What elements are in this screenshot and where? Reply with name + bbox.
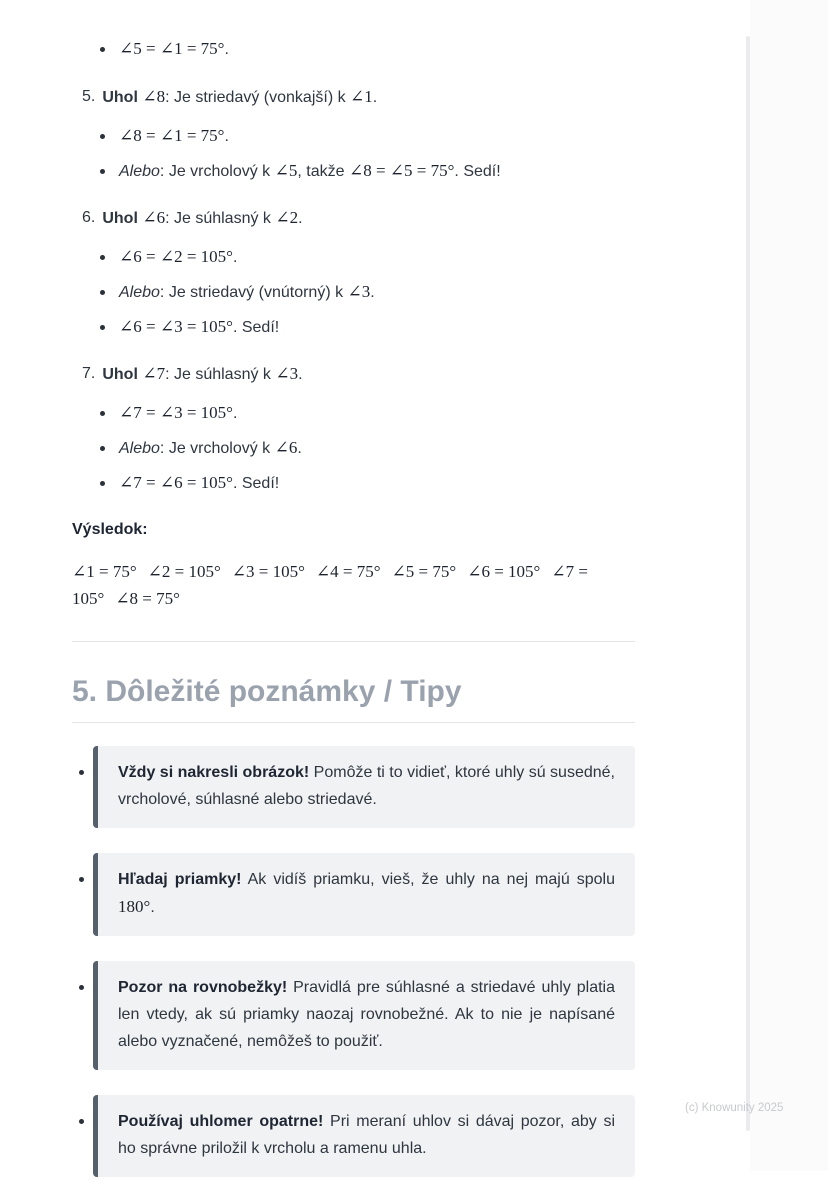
tip-item — [72, 853, 635, 936]
text-segment: ∠7 = 105° — [72, 562, 588, 608]
list-item-text — [119, 470, 279, 497]
text-segment: ∠8 = ∠1 = 75° — [119, 126, 225, 145]
text-segment: . — [224, 41, 229, 58]
result-label: Výsledok: — [72, 521, 148, 538]
result-line — [72, 559, 635, 613]
text-segment: ∠6 = 105° — [467, 562, 541, 581]
text-segment: ∠2 = 105° — [147, 562, 221, 581]
text-segment: . Sedí! — [232, 475, 280, 492]
text-segment: ∠6 = ∠3 = 105° — [119, 317, 233, 336]
text-segment: Alebo — [119, 284, 160, 301]
step-sublist — [72, 244, 635, 341]
text-segment: Pri meraní uhlov si dávaj pozor, aby si ho správne priložil k vrcholu a ramenu uhla. — [118, 1113, 616, 1157]
text-segment: : Je striedavý (vonkajší) k — [165, 89, 351, 106]
text-segment: . — [298, 210, 303, 227]
continuation-bullet-list — [72, 36, 635, 63]
text-segment: Alebo — [119, 163, 160, 180]
bullet-icon — [79, 770, 84, 775]
bullet-icon — [79, 1119, 84, 1124]
list-item-text — [119, 400, 237, 427]
bullet-icon — [100, 255, 105, 260]
text-segment: . — [232, 405, 238, 422]
text-segment: . — [232, 249, 238, 266]
tip-item — [72, 1095, 635, 1177]
list-item — [100, 158, 635, 185]
section-heading: 5. Dôležité poznámky / Tipy — [72, 675, 462, 708]
tip-lead: Hľadaj priamky! — [118, 871, 242, 888]
text-segment: ∠8 — [142, 87, 166, 106]
text-segment: Uhol — [102, 366, 143, 383]
tip-lead: Vždy si nakresli obrázok! — [118, 764, 310, 781]
text-segment: Uhol — [102, 89, 143, 106]
text-segment: Pravidlá pre súhlasné a striedavé uhly platia len vtedy, ak sú priamky naozaj rovnobežné. Ak to nie je napísané alebo vyznačené, nemôžeš to použiť. — [118, 979, 616, 1050]
step-sublist — [72, 123, 635, 185]
step-title — [72, 361, 635, 388]
tip-lead: Pozor na rovnobežky! — [118, 979, 288, 996]
step-title-text — [102, 205, 302, 232]
bullet-icon — [100, 411, 105, 416]
text-segment: Pomôže ti to vidieť, ktoré uhly sú susedné, vrcholové, súhlasné alebo striedavé. — [118, 764, 615, 808]
divider — [72, 641, 635, 642]
list-item-text — [119, 158, 501, 185]
list-item — [100, 435, 635, 462]
text-segment: Alebo — [119, 440, 160, 457]
bullet-icon — [79, 985, 84, 990]
text-segment: . — [224, 128, 229, 145]
step-sublist — [72, 400, 635, 497]
text-segment: . — [150, 899, 155, 916]
list-item — [100, 244, 635, 271]
text-segment: ∠6 — [274, 438, 298, 457]
step-number: 7. — [82, 365, 96, 382]
tip-callout — [93, 961, 635, 1070]
text-segment: ∠2 — [275, 208, 299, 227]
text-segment: . Sedí! — [232, 319, 280, 336]
text-segment: ∠6 = ∠2 = 105° — [119, 247, 233, 266]
step-title-text — [102, 84, 377, 111]
tips-list — [72, 746, 635, 1177]
divider — [72, 722, 635, 723]
text-segment: : Je striedavý (vnútorný) k — [159, 284, 348, 301]
text-segment: ∠5 — [274, 161, 298, 180]
text-segment: ∠3 = 105° — [231, 562, 305, 581]
text-segment: . — [298, 366, 303, 383]
step-title — [72, 84, 635, 111]
text-segment: : Je vrcholový k — [159, 440, 275, 457]
text-segment: , takže — [297, 163, 349, 180]
step-title — [72, 205, 635, 232]
list-item-text — [119, 36, 229, 63]
text-segment: Uhol — [102, 210, 143, 227]
list-item-text — [119, 123, 229, 150]
list-item — [100, 36, 635, 63]
step-title-text — [102, 361, 302, 388]
text-segment: ∠7 — [142, 364, 166, 383]
list-item-text — [119, 435, 302, 462]
list-item — [100, 470, 635, 497]
text-segment: ∠7 = ∠6 = 105° — [119, 473, 233, 492]
text-segment: ∠4 = 75° — [315, 562, 381, 581]
text-segment: ∠5 = ∠1 = 75° — [119, 39, 225, 58]
step-item-7 — [72, 361, 635, 497]
text-segment: ∠8 = ∠5 = 75° — [348, 161, 455, 180]
step-number: 6. — [82, 209, 96, 226]
bullet-icon — [100, 481, 105, 486]
text-segment: ∠7 = ∠3 = 105° — [119, 403, 233, 422]
list-item — [100, 279, 635, 306]
tip-callout — [93, 1095, 635, 1177]
text-segment: : Je súhlasný k — [165, 210, 276, 227]
copyright-watermark: (c) Knowunity 2025 — [685, 1102, 784, 1114]
list-item-text — [119, 279, 375, 306]
tip-item — [72, 961, 635, 1070]
text-segment: ∠8 = 75° — [115, 589, 180, 608]
list-item — [100, 123, 635, 150]
text-segment: . — [297, 440, 302, 457]
text-segment: ∠5 = 75° — [391, 562, 457, 581]
bullet-icon — [100, 169, 105, 174]
text-segment: ∠1 = 75° — [72, 562, 137, 581]
text-segment: . — [370, 284, 375, 301]
tip-callout — [93, 853, 635, 936]
scrollbar[interactable] — [746, 36, 750, 1131]
tip-item — [72, 746, 635, 828]
text-segment: . — [372, 89, 378, 106]
tip-callout — [93, 746, 635, 828]
bullet-icon — [100, 290, 105, 295]
text-segment: : Je súhlasný k — [165, 366, 276, 383]
steps-list — [72, 84, 635, 497]
tip-lead: Používaj uhlomer opatrne! — [118, 1113, 324, 1130]
bullet-icon — [100, 325, 105, 330]
bullet-icon — [100, 446, 105, 451]
text-segment: . Sedí! — [454, 163, 501, 180]
bullet-icon — [79, 877, 84, 882]
text-segment: ∠3 — [347, 282, 371, 301]
step-number: 5. — [82, 88, 96, 105]
text-segment: 180° — [118, 897, 151, 916]
bullet-icon — [100, 47, 105, 52]
step-item-5 — [72, 84, 635, 185]
document-page — [72, 36, 635, 1202]
list-item-text — [119, 244, 237, 271]
text-segment: ∠6 — [142, 208, 166, 227]
bullet-icon — [100, 134, 105, 139]
page-edge-strip — [750, 0, 828, 1171]
list-item-text — [119, 314, 279, 341]
text-segment: : Je vrcholový k — [159, 163, 275, 180]
text-segment: Ak vidíš priamku, vieš, že uhly na nej majú spolu — [241, 871, 616, 888]
list-item — [100, 314, 635, 341]
list-item — [100, 400, 635, 427]
text-segment: ∠3 — [275, 364, 299, 383]
text-segment: ∠1 — [350, 87, 373, 106]
step-item-6 — [72, 205, 635, 341]
